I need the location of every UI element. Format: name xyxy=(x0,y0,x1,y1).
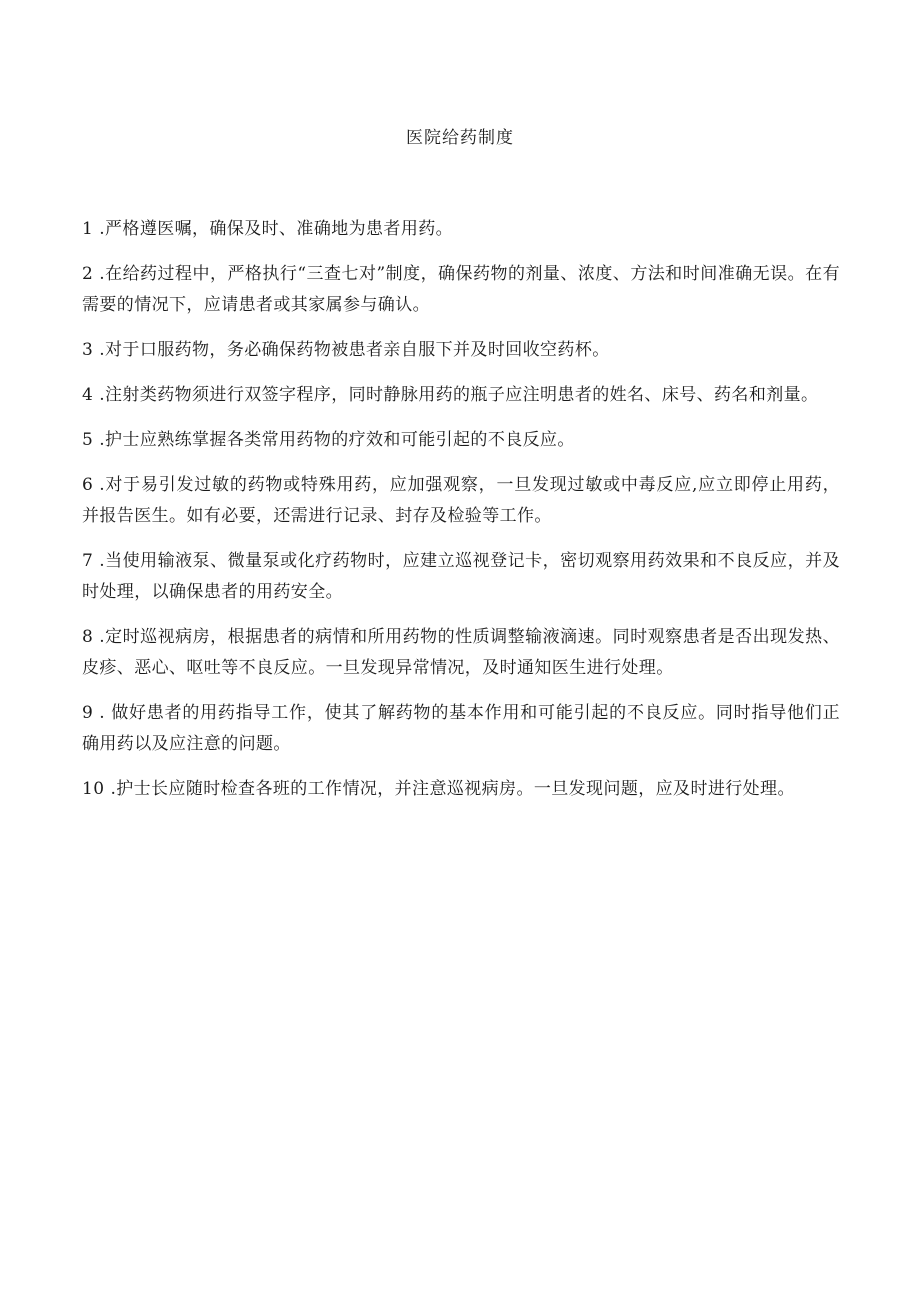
rule-text: .对于口服药物，务必确保药物被患者亲自服下并及时回收空药杯。 xyxy=(99,340,610,360)
rule-item xyxy=(82,380,840,411)
rule-item xyxy=(82,425,840,456)
rule-text: .护士长应随时检查各班的工作情况，并注意巡视病房。一旦发现问题，应及时进行处理。 xyxy=(110,779,795,799)
rule-text: .当使用输液泵、微量泵或化疗药物时，应建立巡视登记卡，密切观察用药效果和不良反应，并及时处理，以确保患者的用药安全。 xyxy=(82,551,840,602)
rule-number: 2 xyxy=(82,264,94,284)
rules-list xyxy=(82,214,840,819)
rule-text: .严格遵医嘱，确保及时、准确地为患者用药。 xyxy=(99,219,454,239)
rule-number: 10 xyxy=(82,779,105,799)
rule-text: .注射类药物须进行双签字程序，同时静脉用药的瓶子应注明患者的姓名、床号、药名和剂量。 xyxy=(99,385,819,405)
rule-item xyxy=(82,214,840,245)
rule-item xyxy=(82,335,840,366)
rule-number: 1 xyxy=(82,219,94,239)
rule-text: .在给药过程中，严格执行“三查七对”制度，确保药物的剂量、浓度、方法和时间准确无误。在有需要的情况下，应请患者或其家属参与确认。 xyxy=(82,264,840,315)
rule-text: .定时巡视病房，根据患者的病情和所用药物的性质调整输液滴速。同时观察患者是否出现发热、皮疹、恶心、呕吐等不良反应。一旦发现异常情况，及时通知医生进行处理。 xyxy=(82,627,840,678)
rule-number: 7 xyxy=(82,551,94,571)
rule-number: 6 xyxy=(82,475,94,495)
rule-item xyxy=(82,698,840,760)
rule-item xyxy=(82,259,840,321)
rule-item xyxy=(82,546,840,608)
rule-number: 4 xyxy=(82,385,94,405)
document-title: 医院给药制度 xyxy=(406,128,514,148)
rule-text: . 做好患者的用药指导工作，使其了解药物的基本作用和可能引起的不良反应。同时指导他们正确用药以及应注意的问题。 xyxy=(82,703,840,754)
rule-item xyxy=(82,774,840,805)
rule-number: 8 xyxy=(82,627,94,647)
rule-item xyxy=(82,622,840,684)
rule-text: .对于易引发过敏的药物或特殊用药，应加强观察，一旦发现过敏或中毒反应,应立即停止用药，并报告医生。如有必要，还需进行记录、封存及检验等工作。 xyxy=(82,475,840,526)
rule-number: 9 xyxy=(82,703,94,723)
rule-number: 5 xyxy=(82,430,94,450)
rule-number: 3 xyxy=(82,340,94,360)
rule-item xyxy=(82,470,840,532)
rule-text: .护士应熟练掌握各类常用药物的疗效和可能引起的不良反应。 xyxy=(99,430,575,450)
